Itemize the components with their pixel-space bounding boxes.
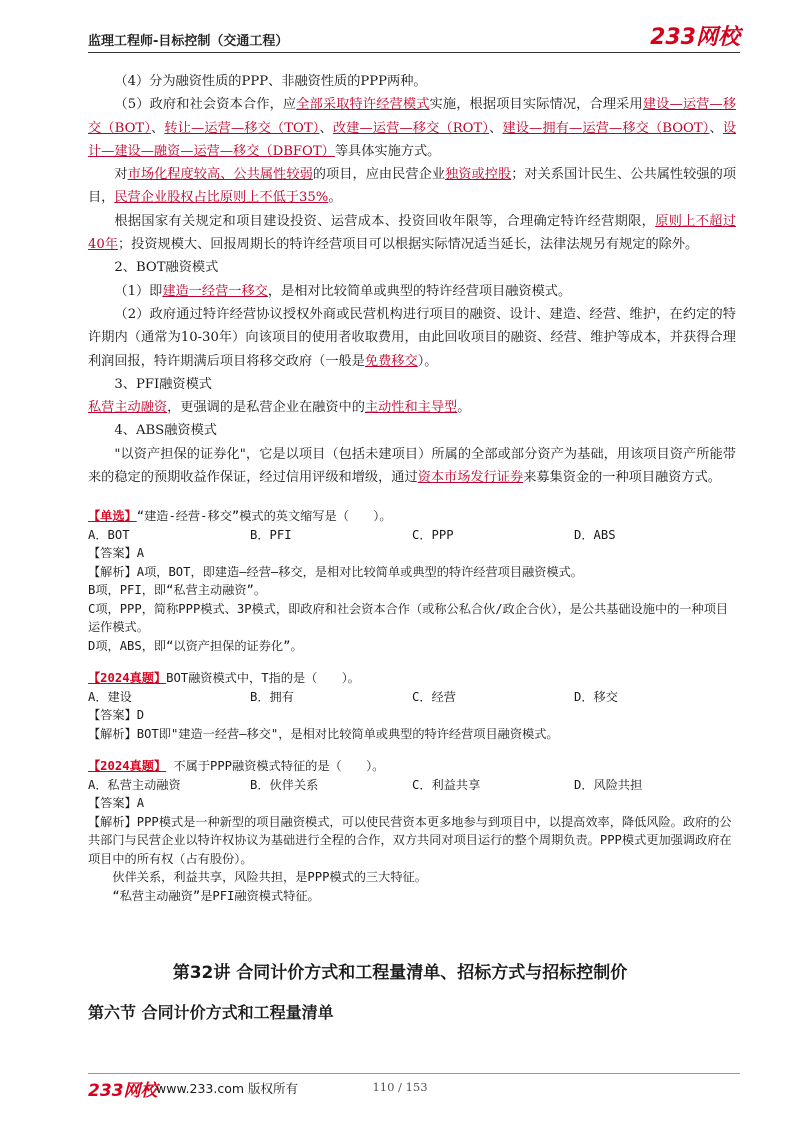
subsection-title: 第六节 合同计价方式和工程量清单 [88, 1003, 334, 1022]
answer: 【答案】A [88, 546, 145, 561]
question-stem: 【2024真题】BOT融资模式中，T指的是（ ）。 [88, 671, 360, 686]
footer-logo: 233网校 [88, 1081, 158, 1101]
option: A．私营主动融资 [88, 777, 181, 792]
explanation: D项，ABS，即“以资产担保的证券化”。 [88, 638, 303, 653]
explanation: C项，PPP，简称PPP模式、3P模式，即政府和社会资本合作（或称公私合伙/政企合伙），是公共基础设施中的一种项目运作模式。 [88, 601, 729, 635]
paragraph: 私营主动融资，更强调的是私营企业在融资中的主动性和主导型。 [88, 400, 471, 416]
explanation: “私营主动融资”是PFI融资模式特征。 [112, 888, 320, 903]
answer: 【答案】D [88, 708, 145, 723]
paragraph: （5）政府和社会资本合作，应全部采取特许经营模式实施，根据项目实际情况，合理采用建设—运营—移交（BOT）、转让—运营—移交（TOT）、改建—运营—移交（ROT）、建设—拥有—运营—移交（BOOT）、设计—建设—融资—运营—移交（DBFOT）等具体实施方式。 [88, 97, 737, 159]
option: D．移交 [574, 689, 618, 704]
question-options [88, 776, 736, 795]
question-options [88, 688, 736, 707]
page-number: 110 / 153 [372, 1080, 428, 1094]
main-content [88, 70, 736, 905]
paragraph: "以资产担保的证券化"，它是以项目（包括未建项目）所属的全部或部分资产为基础，用该项目资产所能带来的稳定的预期收益作保证，经过信用评级和增级，通过资本市场发行证券来募集资金的一种项目融资方式。 [88, 446, 736, 486]
answer: 【答案】A [88, 796, 145, 811]
paragraph: （4）分为融资性质的PPP、非融资性质的PPP两种。 [114, 74, 427, 89]
explanation: 伙伴关系，利益共享，风险共担，是PPP模式的三大特征。 [112, 870, 427, 885]
option: B．拥有 [250, 689, 294, 704]
question-options [88, 526, 736, 545]
section-title: 第32讲 合同计价方式和工程量清单、招标方式与招标控制价 [172, 963, 628, 983]
question-1 [88, 507, 736, 655]
option: B．PFI [250, 527, 292, 542]
option: A．建设 [88, 689, 132, 704]
paragraph: （2）政府通过特许经营协议授权外商或民营机构进行项目的融资、设计、建造、经营、维护，在约定的特许期内（通常为10-30年）向该项目的使用者收取费用，由此回收项目的融资、经营、维护等成本，并获得合理利润回报，特许期满后项目将移交政府（一般是免费移交）。 [88, 306, 736, 369]
question-3 [88, 757, 736, 905]
option: D．风险共担 [574, 777, 643, 792]
explanation: 【解析】A项，BOT，即建造—经营—移交，是相对比较简单或典型的特许经营项目融资模式。 [88, 564, 583, 579]
subheading: 4、ABS融资模式 [114, 423, 217, 439]
option: C．经营 [412, 689, 456, 704]
footer-copyright: www.233.com 版权所有 [156, 1081, 298, 1096]
question-stem: 【单选】“建造-经营-移交”模式的英文缩写是（ ）。 [88, 509, 392, 524]
option: C．利益共享 [412, 777, 481, 792]
question-stem: 【2024真题】 不属于PPP融资模式特征的是（ ）。 [88, 759, 385, 774]
explanation: 【解析】PPP模式是一种新型的项目融资模式，可以使民营资本更多地参与到项目中，以提高效率，降低风险。政府的公共部门与民营企业以特许权协议为基础进行全程的合作，双方共同对项目运行的整个周期负责。PPP模式更加强调政府在项目中的所有权（占有股份）。 [88, 814, 732, 866]
subheading: 3、PFI融资模式 [114, 376, 212, 392]
subheading: 2、BOT融资模式 [114, 260, 219, 276]
explanation: 【解析】BOT即"建造一经营—移交"，是相对比较简单或典型的特许经营项目融资模式。 [88, 726, 559, 741]
option: B．伙伴关系 [250, 777, 319, 792]
brand-logo: 233网校 [650, 25, 740, 50]
header-title: 监理工程师-目标控制（交通工程） [88, 34, 289, 49]
option: A．BOT [88, 527, 130, 542]
explanation: B项，PFI，即“私营主动融资”。 [88, 583, 267, 598]
paragraph: 根据国家有关规定和项目建设投资、运营成本、投资回收年限等，合理确定特许经营期限，原则上不超过40年；投资规模大、回报周期长的特许经营项目可以根据实际情况适当延长，法律法规另有规定的除外。 [88, 213, 737, 253]
header-divider [88, 52, 740, 53]
paragraph: （1）即建造一经营一移交，是相对比较简单或典型的特许经营项目融资模式。 [114, 283, 572, 299]
option: D．ABS [574, 527, 616, 542]
paragraph: 对市场化程度较高、公共属性较弱的项目，应由民营企业独资或控股；对关系国计民生、公共属性较强的项目，民营企业股权占比原则上不低于35%。 [88, 167, 737, 206]
option: C．PPP [412, 527, 454, 542]
footer-divider [88, 1073, 740, 1074]
question-2 [88, 669, 736, 743]
